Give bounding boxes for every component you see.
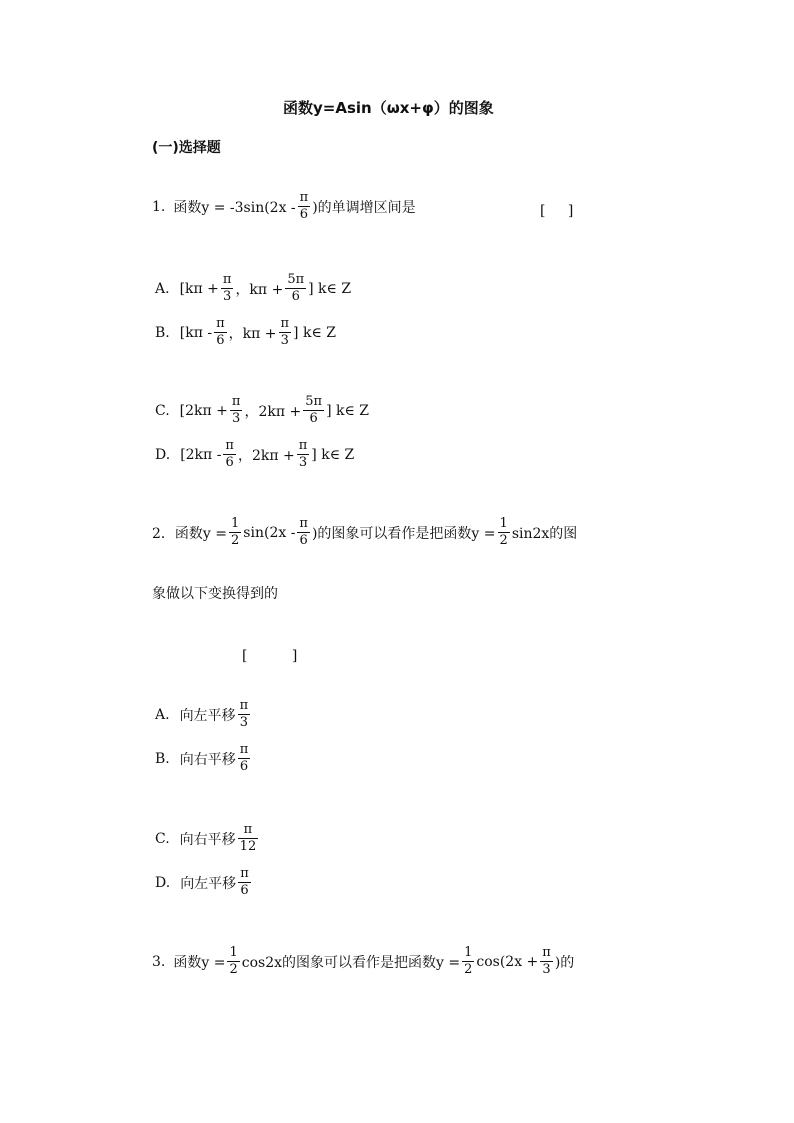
option-c <box>155 822 260 855</box>
fraction: $\frac{\pi}{6}$ <box>225 438 234 470</box>
option-label: C. <box>155 402 170 419</box>
fraction: $\frac{\pi}{3}$ <box>280 316 290 348</box>
fraction: $\frac{\pi}{3}$ <box>298 438 308 470</box>
question-text: cos2x的图象可以看作是把函数y = <box>241 954 461 971</box>
option-label: D. <box>155 446 171 463</box>
question-3 <box>152 945 574 978</box>
option-text: ] k∈ Z <box>293 324 336 341</box>
option-label: A. <box>155 706 170 723</box>
question-text: )的单调增区间是 <box>312 199 416 216</box>
question-text: 函数y = <box>174 525 228 542</box>
question-text: 函数y = -3sin(2x - <box>173 199 296 216</box>
fraction: $\frac{\pi}{3}$ <box>231 394 241 426</box>
option-text: ] k∈ Z <box>308 280 352 297</box>
section-heading: (一)选择题 <box>152 140 221 156</box>
option-text: ，2kπ + <box>237 447 295 464</box>
option-text: [kπ - <box>179 324 213 341</box>
fraction: $\frac{5\pi}{6}$ <box>305 394 323 426</box>
option-b <box>155 742 252 775</box>
question-text: sin(2x - <box>243 524 296 541</box>
option-text: 向右平移 <box>179 751 236 768</box>
page-title: 函数y=Asin（ωx+φ）的图象 <box>283 99 494 117</box>
option-text: 向右平移 <box>179 831 236 848</box>
answer-bracket: [ ] <box>540 203 574 219</box>
fraction: $\frac{\pi}{6}$ <box>299 516 308 548</box>
fraction: $\frac{\pi}{12}$ <box>239 822 257 854</box>
option-a <box>155 698 252 731</box>
option-label: B. <box>155 324 170 341</box>
fraction: $\frac{1}{2}$ <box>229 945 238 977</box>
question-text-continued: 象做以下变换得到的 <box>152 586 278 602</box>
fraction: $\frac{\pi}{3}$ <box>222 272 232 304</box>
option-c <box>155 394 369 427</box>
fraction: $\frac{1}{2}$ <box>464 945 473 977</box>
fraction: $\frac{\pi}{6}$ <box>299 190 309 222</box>
option-text: [2kπ - <box>180 446 222 463</box>
fraction: $\frac{\pi}{6}$ <box>240 866 249 898</box>
question-2 <box>152 516 577 549</box>
option-label: B. <box>155 750 170 767</box>
question-text: cos(2x + <box>476 953 539 970</box>
option-text: ，2kπ + <box>244 403 302 420</box>
question-text: )的 <box>554 954 575 971</box>
question-number: 2． <box>152 525 175 542</box>
option-d <box>155 866 253 899</box>
option-label: A. <box>155 280 170 297</box>
option-b <box>155 316 336 349</box>
option-text: ] k∈ Z <box>311 446 355 463</box>
fraction: $\frac{\pi}{3}$ <box>542 945 551 977</box>
option-text: 向左平移 <box>179 707 236 724</box>
fraction: $\frac{\pi}{3}$ <box>239 698 249 730</box>
question-number: 3. <box>152 953 166 970</box>
fraction: $\frac{1}{2}$ <box>499 516 508 548</box>
option-label: D. <box>155 874 171 891</box>
option-text: [2kπ + <box>179 402 228 419</box>
option-text: ，kπ + <box>235 281 284 298</box>
option-text: ，kπ + <box>228 325 277 342</box>
question-text: sin2x的图 <box>511 525 578 542</box>
option-text: 向左平移 <box>180 875 237 892</box>
option-text: [kπ + <box>179 280 219 297</box>
question-1 <box>152 190 416 223</box>
option-label: C. <box>155 830 170 847</box>
option-text: ] k∈ Z <box>326 402 369 419</box>
fraction: $\frac{5\pi}{6}$ <box>287 272 305 304</box>
option-a <box>155 272 351 305</box>
fraction: $\frac{1}{2}$ <box>231 516 240 548</box>
fraction: $\frac{\pi}{6}$ <box>216 316 225 348</box>
question-text: 函数y = <box>173 954 226 971</box>
question-text: )的图象可以看作是把函数y = <box>311 525 496 542</box>
fraction: $\frac{\pi}{6}$ <box>239 742 249 774</box>
question-number: 1. <box>152 198 166 215</box>
option-d <box>155 438 354 471</box>
answer-bracket: [ ] <box>242 648 298 664</box>
